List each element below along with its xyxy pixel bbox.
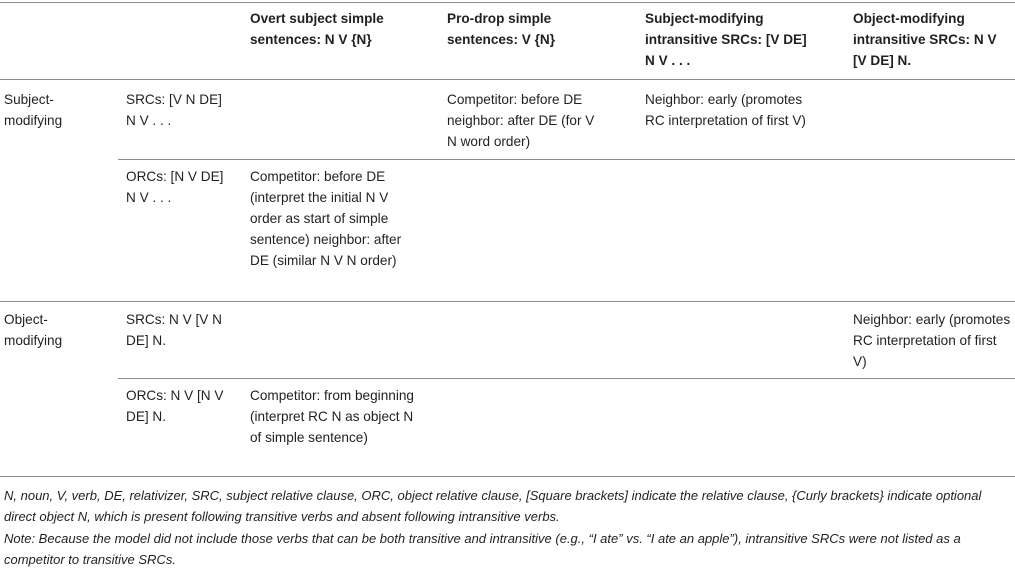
- cell-overt: Competitor: from beginning (interpret RC N as object N of simple sentence): [250, 388, 414, 445]
- header-subject-modifying-src: Subject-modifying intransitive SRCs: [V DE] N V . . .: [645, 11, 807, 68]
- table-footnote-abbreviations: N, noun, V, verb, DE, relativizer, SRC, subject relative clause, ORC, object relative clause, [Square brackets] indicate the relative clause, {Curly brackets} indicate optional direct object N, which is present following transitive verbs and absent following intransitive verbs.: [4, 488, 982, 524]
- group-label-subject-modifying: Subject-modifying: [4, 92, 63, 128]
- table-footnote-note: Note: Because the model did not include those verbs that can be both transitive and intransitive (e.g., “I ate” vs. “I ate an apple”), intransitive SRCs were not listed as a competitor to transitive SRCs.: [4, 531, 961, 567]
- row-type-label: SRCs: [V N DE] N V . . .: [126, 92, 222, 128]
- row-type-label: ORCs: N V [N V DE] N.: [126, 388, 224, 424]
- rule-bottom: [0, 476, 1015, 477]
- rule-top: [0, 2, 1015, 3]
- cell-prodrop: Competitor: before DE neighbor: after DE (for V N word order): [447, 92, 595, 149]
- header-object-modifying-src: Object-modifying intransitive SRCs: N V [V DE] N.: [853, 11, 997, 68]
- header-pro-drop: Pro-drop simple sentences: V {N}: [447, 11, 556, 47]
- row-type-label: SRCs: N V [V N DE] N.: [126, 312, 222, 348]
- header-overt-subject: Overt subject simple sentences: N V {N}: [250, 11, 384, 47]
- rule-row-inner-2: [118, 378, 1015, 379]
- rule-header: [0, 79, 1015, 80]
- rule-group: [0, 301, 1015, 302]
- cell-subjmod: Neighbor: early (promotes RC interpretation of first V): [645, 92, 806, 128]
- rule-row-inner: [118, 159, 1015, 160]
- cell-overt: Competitor: before DE (interpret the initial N V order as start of simple sentence) neighbor: after DE (similar N V N order): [250, 169, 402, 268]
- row-type-label: ORCs: [N V DE] N V . . .: [126, 169, 224, 205]
- group-label-object-modifying: Object-modifying: [4, 312, 63, 348]
- cell-objmod: Neighbor: early (promotes RC interpretation of first V): [853, 312, 1011, 369]
